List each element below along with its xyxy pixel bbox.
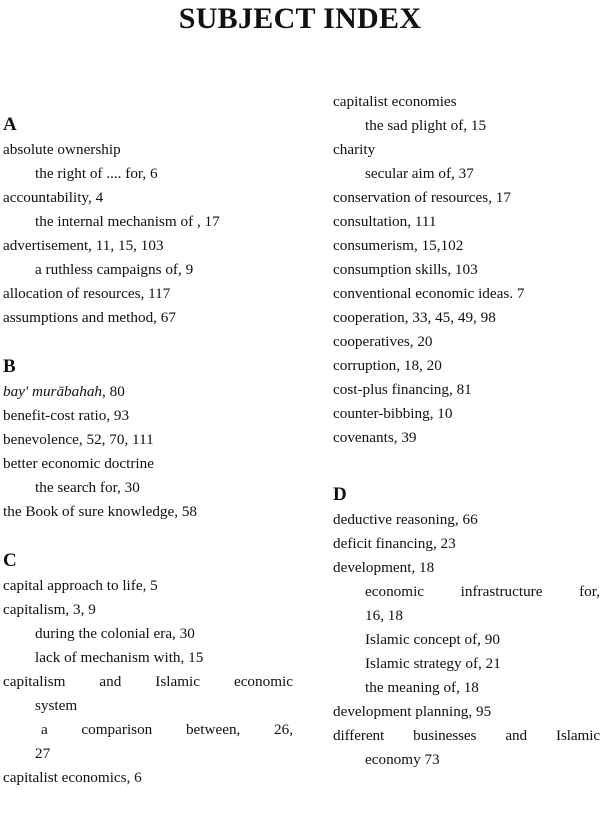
index-entry: covenants, 39	[333, 429, 417, 446]
index-subentry: economic infrastructure for,	[365, 583, 600, 600]
index-section-d	[333, 450, 600, 772]
index-entry: conventional economic ideas. 7	[333, 285, 525, 302]
italic-term: bay' murābahah	[3, 383, 103, 400]
index-subentry: a ruthless campaigns of, 9	[35, 261, 194, 278]
index-subentry: the right of .... for, 6	[35, 165, 158, 182]
index-entry: conservation of resources, 17	[333, 189, 511, 206]
index-entry: absolute ownership	[3, 141, 121, 158]
index-entry: cooperation, 33, 45, 49, 98	[333, 309, 496, 326]
section-letter: D	[333, 484, 347, 505]
section-letter: A	[3, 114, 17, 135]
index-entry: allocation of resources, 117	[3, 285, 171, 302]
index-entry: consumption skills, 103	[333, 261, 478, 278]
index-subentry: during the colonial era, 30	[35, 625, 195, 642]
index-entry: cooperatives, 20	[333, 333, 433, 350]
index-entry: deductive reasoning, 66	[333, 511, 478, 528]
index-entry: consumerism, 15,102	[333, 237, 464, 254]
index-column-left	[3, 90, 293, 790]
index-entry: deficit financing, 23	[333, 535, 456, 552]
page-title: SUBJECT INDEX	[178, 2, 422, 35]
section-letter: B	[3, 356, 16, 377]
index-entry: charity	[333, 141, 376, 158]
index-section-b	[3, 330, 293, 524]
index-entry-continuation: economy 73	[365, 751, 440, 768]
index-subentry: a comparison between, 26,	[41, 721, 293, 738]
index-subentry: the sad plight of, 15	[365, 117, 487, 134]
index-subentry: the internal mechanism of , 17	[35, 213, 220, 230]
index-entry: the Book of sure knowledge, 58	[3, 503, 198, 520]
index-entry: different businesses and Islamic	[333, 727, 600, 744]
index-subentry: lack of mechanism with, 15	[35, 649, 204, 666]
index-entry: development, 18	[333, 559, 435, 576]
index-subentry: the meaning of, 18	[365, 679, 479, 696]
index-entry: capitalism, 3, 9	[3, 601, 96, 618]
index-entry-continuation: system	[35, 697, 78, 714]
index-entry: development planning, 95	[333, 703, 492, 720]
index-entry: better economic doctrine	[3, 455, 154, 472]
index-entry: capitalist economies	[333, 93, 457, 110]
index-entry-continuation: 27	[35, 745, 51, 762]
index-entry: capital approach to life, 5	[3, 577, 158, 594]
index-entry: cost-plus financing, 81	[333, 381, 472, 398]
index-entry	[3, 380, 293, 404]
index-entry-continuation: 16, 18	[365, 607, 403, 624]
index-subentry: Islamic strategy of, 21	[365, 655, 501, 672]
page-ref: , 80	[102, 383, 125, 400]
index-section-a	[3, 90, 293, 330]
index-entry: benevolence, 52, 70, 111	[3, 431, 154, 448]
index-section-c	[3, 524, 293, 790]
index-section-c-continued	[333, 90, 600, 450]
index-entry: benefit-cost ratio, 93	[3, 407, 130, 424]
index-entry: capitalist economics, 6	[3, 769, 142, 786]
index-entry: consultation, 111	[333, 213, 437, 230]
index-entry: counter-bibbing, 10	[333, 405, 453, 422]
index-entry: assumptions and method, 67	[3, 309, 176, 326]
index-subentry: the search for, 30	[35, 479, 140, 496]
section-letter: C	[3, 550, 17, 571]
index-entry: accountability, 4	[3, 189, 104, 206]
index-subentry: secular aim of, 37	[365, 165, 474, 182]
index-column-right	[333, 90, 600, 772]
index-entry: advertisement, 11, 15, 103	[3, 237, 164, 254]
index-entry: capitalism and Islamic economic	[3, 673, 293, 690]
index-subentry: Islamic concept of, 90	[365, 631, 500, 648]
index-entry: corruption, 18, 20	[333, 357, 442, 374]
